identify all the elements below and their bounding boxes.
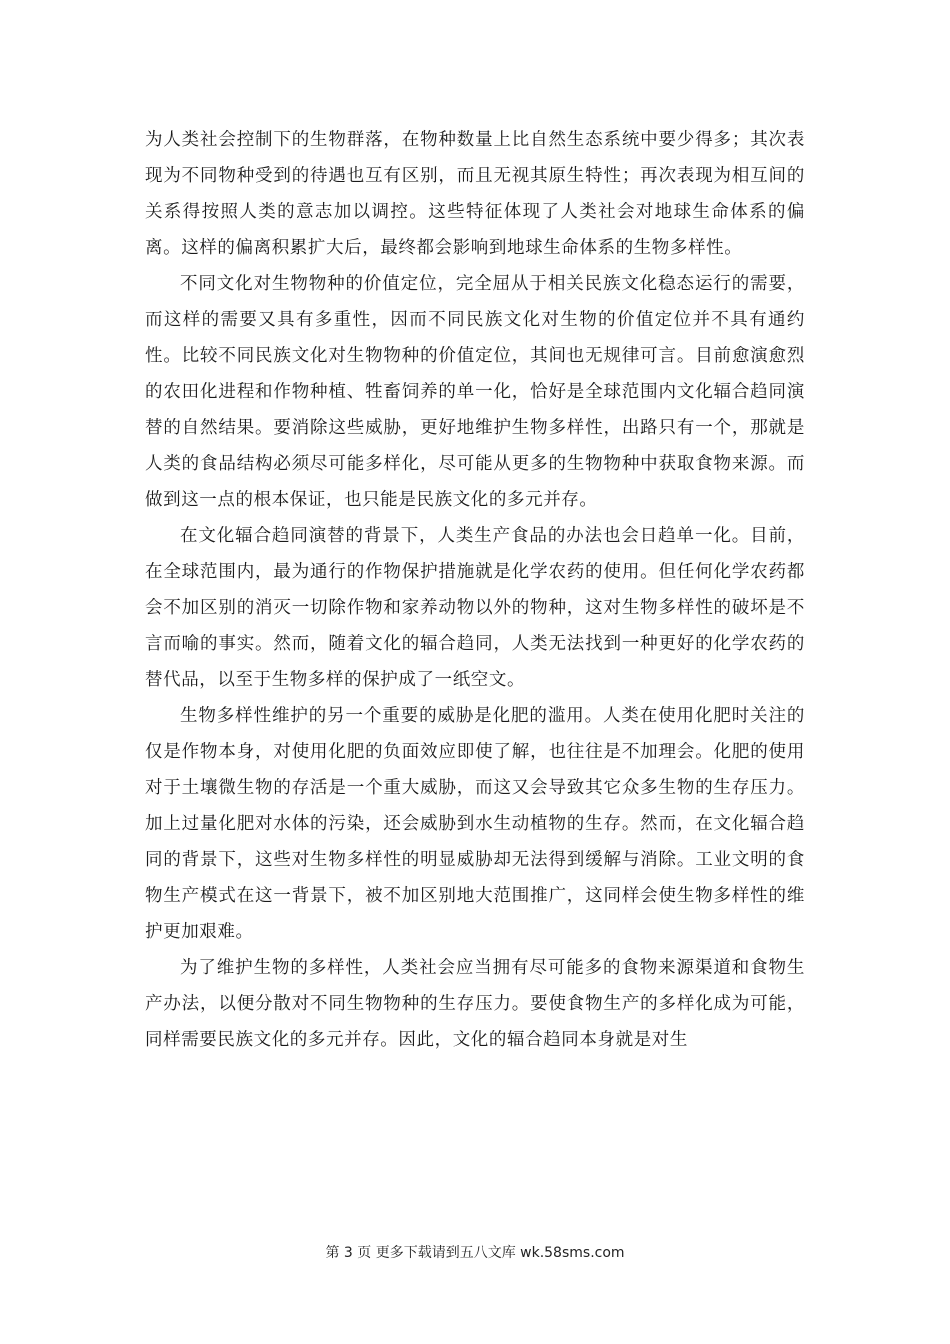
paragraph-4: 生物多样性维护的另一个重要的威胁是化肥的滥用。人类在使用化肥时关注的仅是作物本身，对使用化肥的负面效应即使了解，也往往是不加理会。化肥的使用对于土壤微生物的存活是一个重大威胁，而这又会导致其它众多生物的生存压力。加上过量化肥对水体的污染，还会威胁到水生动植物的生存。然而，在文化辐合趋同的背景下，这些对生物多样性的明显威胁却无法得到缓解与消除。工业文明的食物生产模式在这一背景下，被不加区别地大范围推广，这同样会使生物多样性的维护更加艰难。 bbox=[145, 706, 805, 942]
paragraph-2: 不同文化对生物物种的价值定位，完全屈从于相关民族文化稳态运行的需要，而这样的需要又具有多重性，因而不同民族文化对生物的价值定位并不具有通约性。比较不同民族文化对生物物种的价值定位，其间也无规律可言。目前愈演愈烈的农田化进程和作物种植、牲畜饲养的单一化，恰好是全球范围内文化辐合趋同演替的自然结果。要消除这些威胁，更好地维护生物多样性，出路只有一个，那就是人类的食品结构必须尽可能多样化，尽可能从更多的生物物种中获取食物来源。而做到这一点的根本保证，也只能是民族文化的多元并存。 bbox=[145, 274, 805, 510]
paragraph-5: 为了维护生物的多样性，人类社会应当拥有尽可能多的食物来源渠道和食物生产办法，以便分散对不同生物物种的生存压力。要使食物生产的多样化成为可能，同样需要民族文化的多元并存。因此，文化的辐合趋同本身就是对生 bbox=[145, 958, 805, 1050]
paragraph-3: 在文化辐合趋同演替的背景下，人类生产食品的办法也会日趋单一化。目前，在全球范围内，最为通行的作物保护措施就是化学农药的使用。但任何化学农药都会不加区别的消灭一切除作物和家养动物以外的物种，这对生物多样性的破坏是不言而喻的事实。然而，随着文化的辐合趋同，人类无法找到一种更好的化学农药的替代品，以至于生物多样的保护成了一纸空文。 bbox=[145, 526, 805, 690]
page-footer: 第 3 页 更多下载请到五八文库 wk.58sms.com bbox=[325, 1245, 625, 1261]
paragraph-1: 为人类社会控制下的生物群落，在物种数量上比自然生态系统中要少得多；其次表现为不同物种受到的待遇也互有区别，而且无视其原生特性；再次表现为相互间的关系得按照人类的意志加以调控。这些特征体现了人类社会对地球生命体系的偏离。这样的偏离积累扩大后，最终都会影响到地球生命体系的生物多样性。 bbox=[145, 130, 805, 258]
body-text bbox=[145, 122, 805, 1058]
